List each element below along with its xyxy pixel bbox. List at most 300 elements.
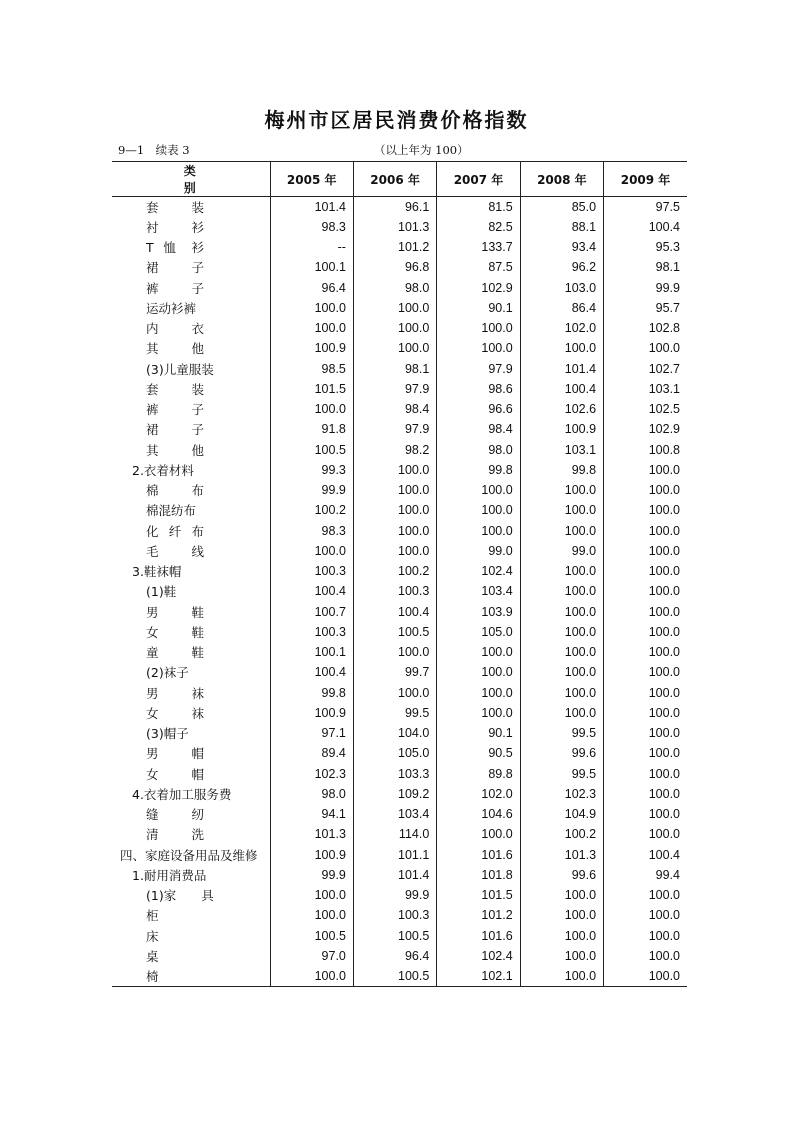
- column-header-2007: 2007 年: [437, 162, 520, 197]
- value-cell-2006: 103.4: [353, 804, 436, 824]
- value-cell-2009: 98.1: [604, 257, 687, 277]
- row-label-cell: [112, 480, 270, 500]
- row-label-cell: [112, 338, 270, 358]
- value-cell-2006: 109.2: [353, 784, 436, 804]
- table-row: [112, 440, 687, 460]
- value-cell-2008: 99.0: [520, 541, 603, 561]
- row-label: 女 帽: [146, 766, 204, 782]
- value-cell-2008: 100.0: [520, 622, 603, 642]
- value-cell-2007: 100.0: [437, 824, 520, 844]
- value-cell-2007: 102.4: [437, 946, 520, 966]
- value-cell-2006: 100.0: [353, 521, 436, 541]
- value-cell-2006: 100.0: [353, 460, 436, 480]
- value-cell-2008: 96.2: [520, 257, 603, 277]
- price-index-table: [112, 161, 687, 987]
- value-cell-2006: 97.9: [353, 379, 436, 399]
- table-row: [112, 784, 687, 804]
- value-cell-2009: 100.0: [604, 642, 687, 662]
- value-cell-2006: 100.4: [353, 602, 436, 622]
- table-subheading: [112, 142, 687, 158]
- table-row: [112, 946, 687, 966]
- value-cell-2005: 100.4: [270, 581, 353, 601]
- value-cell-2006: 100.3: [353, 581, 436, 601]
- value-cell-2007: 102.9: [437, 278, 520, 298]
- value-cell-2009: 100.0: [604, 480, 687, 500]
- value-cell-2006: 100.0: [353, 318, 436, 338]
- row-label-cell: [112, 723, 270, 743]
- value-cell-2007: 98.6: [437, 379, 520, 399]
- value-cell-2008: 100.9: [520, 419, 603, 439]
- value-cell-2007: 100.0: [437, 338, 520, 358]
- value-cell-2006: 100.5: [353, 622, 436, 642]
- row-label-cell: [112, 237, 270, 257]
- row-label-cell: [112, 804, 270, 824]
- table-row: [112, 743, 687, 763]
- value-cell-2006: 98.4: [353, 399, 436, 419]
- value-cell-2006: 100.0: [353, 500, 436, 520]
- column-header-category: 类 别: [112, 162, 270, 197]
- table-row: [112, 926, 687, 946]
- value-cell-2008: 100.4: [520, 379, 603, 399]
- value-cell-2008: 103.0: [520, 278, 603, 298]
- value-cell-2009: 100.0: [604, 581, 687, 601]
- table-row: [112, 278, 687, 298]
- value-cell-2008: 100.0: [520, 703, 603, 723]
- value-cell-2008: 100.0: [520, 561, 603, 581]
- value-cell-2005: 100.0: [270, 966, 353, 986]
- table-row: [112, 683, 687, 703]
- value-cell-2006: 100.2: [353, 561, 436, 581]
- value-cell-2005: 98.0: [270, 784, 353, 804]
- table-row: [112, 622, 687, 642]
- value-cell-2007: 98.0: [437, 440, 520, 460]
- row-label: 桌: [146, 948, 159, 964]
- table-row: [112, 541, 687, 561]
- value-cell-2008: 100.0: [520, 500, 603, 520]
- table-row: [112, 197, 687, 217]
- row-label: T 恤 衫: [146, 240, 204, 256]
- value-cell-2006: 103.3: [353, 764, 436, 784]
- value-cell-2008: 100.0: [520, 602, 603, 622]
- value-cell-2005: 100.0: [270, 885, 353, 905]
- table-row: [112, 602, 687, 622]
- row-label-cell: [112, 683, 270, 703]
- value-cell-2006: 100.0: [353, 683, 436, 703]
- row-label: 裤 子: [146, 280, 204, 296]
- row-label: 裙 子: [146, 422, 204, 438]
- value-cell-2005: 100.4: [270, 662, 353, 682]
- value-cell-2005: 101.5: [270, 379, 353, 399]
- value-cell-2005: 100.0: [270, 541, 353, 561]
- row-label: 童 鞋: [146, 645, 204, 661]
- value-cell-2007: 102.4: [437, 561, 520, 581]
- value-cell-2006: 101.2: [353, 237, 436, 257]
- value-cell-2008: 102.0: [520, 318, 603, 338]
- value-cell-2005: 99.3: [270, 460, 353, 480]
- table-row: [112, 318, 687, 338]
- value-cell-2008: 104.9: [520, 804, 603, 824]
- value-cell-2007: 100.0: [437, 500, 520, 520]
- value-cell-2008: 100.0: [520, 521, 603, 541]
- row-label-cell: [112, 764, 270, 784]
- value-cell-2009: 100.0: [604, 541, 687, 561]
- value-cell-2005: 98.5: [270, 359, 353, 379]
- table-row: [112, 237, 687, 257]
- value-cell-2008: 100.0: [520, 480, 603, 500]
- row-label-cell: [112, 581, 270, 601]
- row-label-cell: [112, 419, 270, 439]
- value-cell-2009: 100.0: [604, 602, 687, 622]
- row-label: 套 装: [146, 381, 204, 397]
- value-cell-2005: 100.2: [270, 500, 353, 520]
- value-cell-2007: 99.8: [437, 460, 520, 480]
- row-label-cell: [112, 905, 270, 925]
- row-label: 椅: [146, 968, 159, 984]
- row-label-cell: [112, 966, 270, 986]
- value-cell-2005: 100.0: [270, 318, 353, 338]
- value-cell-2006: 99.7: [353, 662, 436, 682]
- table-id: 9—1 续表 3: [118, 143, 190, 157]
- table-row: [112, 359, 687, 379]
- value-cell-2007: 81.5: [437, 197, 520, 217]
- value-cell-2005: 89.4: [270, 743, 353, 763]
- row-label: 4.衣着加工服务费: [132, 786, 232, 802]
- page-title: 梅州市区居民消费价格指数: [264, 108, 529, 132]
- table-row: [112, 662, 687, 682]
- value-cell-2005: 99.9: [270, 480, 353, 500]
- value-cell-2005: 100.9: [270, 338, 353, 358]
- value-cell-2005: 94.1: [270, 804, 353, 824]
- table-row: [112, 338, 687, 358]
- value-cell-2008: 99.8: [520, 460, 603, 480]
- table-row: [112, 642, 687, 662]
- value-cell-2009: 100.0: [604, 743, 687, 763]
- value-cell-2007: 97.9: [437, 359, 520, 379]
- row-label-cell: [112, 257, 270, 277]
- table-row: [112, 257, 687, 277]
- table-row: [112, 480, 687, 500]
- row-label: 男 袜: [146, 685, 204, 701]
- value-cell-2009: 97.5: [604, 197, 687, 217]
- value-cell-2005: 98.3: [270, 217, 353, 237]
- value-cell-2005: 100.3: [270, 561, 353, 581]
- row-label: 男 帽: [146, 746, 204, 762]
- table-row: [112, 824, 687, 844]
- value-cell-2007: 100.0: [437, 642, 520, 662]
- value-cell-2006: 100.0: [353, 338, 436, 358]
- table-row: [112, 217, 687, 237]
- row-label-cell: [112, 946, 270, 966]
- value-cell-2006: 96.1: [353, 197, 436, 217]
- row-label-cell: [112, 379, 270, 399]
- table-row: [112, 419, 687, 439]
- value-cell-2007: 100.0: [437, 521, 520, 541]
- row-label: 女 袜: [146, 705, 204, 721]
- value-cell-2007: 96.6: [437, 399, 520, 419]
- row-label: 2.衣着材料: [132, 462, 194, 478]
- row-label: 缝 纫: [146, 807, 204, 823]
- row-label-cell: [112, 541, 270, 561]
- value-cell-2006: 101.1: [353, 845, 436, 865]
- table-row: [112, 521, 687, 541]
- row-label-cell: [112, 662, 270, 682]
- value-cell-2005: 98.3: [270, 521, 353, 541]
- value-cell-2009: 102.7: [604, 359, 687, 379]
- value-cell-2009: 100.0: [604, 561, 687, 581]
- table-row: [112, 865, 687, 885]
- row-label: 棉 布: [146, 483, 204, 499]
- row-label: 毛 线: [146, 543, 204, 559]
- value-cell-2007: 103.4: [437, 581, 520, 601]
- value-cell-2008: 100.0: [520, 966, 603, 986]
- row-label-cell: [112, 399, 270, 419]
- value-cell-2005: 100.1: [270, 257, 353, 277]
- value-cell-2007: 100.0: [437, 683, 520, 703]
- row-label-cell: [112, 642, 270, 662]
- value-cell-2006: 100.3: [353, 905, 436, 925]
- value-cell-2007: 101.5: [437, 885, 520, 905]
- row-label: 套 装: [146, 199, 204, 215]
- column-header-2009: 2009 年: [604, 162, 687, 197]
- row-label: 其 他: [146, 442, 204, 458]
- value-cell-2005: 100.7: [270, 602, 353, 622]
- table-row: [112, 966, 687, 986]
- value-cell-2007: 100.0: [437, 703, 520, 723]
- table-row: [112, 581, 687, 601]
- value-cell-2008: 100.0: [520, 662, 603, 682]
- row-label: 裙 子: [146, 260, 204, 276]
- value-cell-2006: 96.4: [353, 946, 436, 966]
- value-cell-2009: 100.0: [604, 764, 687, 784]
- value-cell-2009: 100.0: [604, 966, 687, 986]
- row-label: 柜: [146, 908, 159, 924]
- row-label-cell: [112, 622, 270, 642]
- value-cell-2007: 101.2: [437, 905, 520, 925]
- value-cell-2006: 99.9: [353, 885, 436, 905]
- row-label-cell: [112, 824, 270, 844]
- value-cell-2005: 102.3: [270, 764, 353, 784]
- value-cell-2009: 100.0: [604, 622, 687, 642]
- value-cell-2009: 100.0: [604, 703, 687, 723]
- value-cell-2008: 93.4: [520, 237, 603, 257]
- value-cell-2005: 100.9: [270, 845, 353, 865]
- row-label-cell: [112, 521, 270, 541]
- value-cell-2008: 101.4: [520, 359, 603, 379]
- row-label-cell: [112, 500, 270, 520]
- row-label: 裤 子: [146, 402, 204, 418]
- value-cell-2006: 101.3: [353, 217, 436, 237]
- row-label: 衬 衫: [146, 219, 204, 235]
- value-cell-2007: 89.8: [437, 764, 520, 784]
- value-cell-2006: 98.1: [353, 359, 436, 379]
- value-cell-2007: 102.1: [437, 966, 520, 986]
- row-label: 棉混纺布: [146, 503, 197, 519]
- value-cell-2006: 104.0: [353, 723, 436, 743]
- table-row: [112, 399, 687, 419]
- row-label: (2)袜子: [146, 665, 189, 681]
- row-label: (1)家 具: [146, 888, 214, 904]
- value-cell-2005: --: [270, 237, 353, 257]
- row-label-cell: [112, 217, 270, 237]
- value-cell-2007: 100.0: [437, 318, 520, 338]
- value-cell-2005: 100.5: [270, 440, 353, 460]
- value-cell-2009: 100.4: [604, 845, 687, 865]
- value-cell-2009: 99.4: [604, 865, 687, 885]
- row-label-cell: [112, 784, 270, 804]
- table-row: [112, 804, 687, 824]
- row-label: 内 衣: [146, 321, 204, 337]
- value-cell-2006: 100.0: [353, 298, 436, 318]
- row-label: (1)鞋: [146, 584, 177, 600]
- value-cell-2009: 102.8: [604, 318, 687, 338]
- value-cell-2008: 102.6: [520, 399, 603, 419]
- value-cell-2006: 99.5: [353, 703, 436, 723]
- value-cell-2008: 100.0: [520, 905, 603, 925]
- value-cell-2005: 100.0: [270, 298, 353, 318]
- value-cell-2009: 100.0: [604, 460, 687, 480]
- value-cell-2009: 100.0: [604, 521, 687, 541]
- value-cell-2009: 100.4: [604, 217, 687, 237]
- value-cell-2007: 90.1: [437, 298, 520, 318]
- column-header-2005: 2005 年: [270, 162, 353, 197]
- value-cell-2009: 100.0: [604, 905, 687, 925]
- value-cell-2007: 101.6: [437, 926, 520, 946]
- value-cell-2008: 100.0: [520, 946, 603, 966]
- value-cell-2007: 98.4: [437, 419, 520, 439]
- value-cell-2005: 99.9: [270, 865, 353, 885]
- value-cell-2008: 103.1: [520, 440, 603, 460]
- value-cell-2006: 100.0: [353, 480, 436, 500]
- value-cell-2005: 101.4: [270, 197, 353, 217]
- value-cell-2005: 100.3: [270, 622, 353, 642]
- value-cell-2009: 100.8: [604, 440, 687, 460]
- value-cell-2007: 90.1: [437, 723, 520, 743]
- table-row: [112, 845, 687, 865]
- column-header-2006: 2006 年: [353, 162, 436, 197]
- row-label-cell: [112, 440, 270, 460]
- row-label: (3)儿童服装: [146, 361, 214, 377]
- table-row: [112, 764, 687, 784]
- value-cell-2006: 98.2: [353, 440, 436, 460]
- table-row: [112, 723, 687, 743]
- value-cell-2005: 97.1: [270, 723, 353, 743]
- value-cell-2009: 100.0: [604, 885, 687, 905]
- value-cell-2008: 99.5: [520, 723, 603, 743]
- value-cell-2009: 100.0: [604, 683, 687, 703]
- row-label: 运动衫裤: [146, 300, 197, 316]
- value-cell-2007: 105.0: [437, 622, 520, 642]
- value-cell-2007: 82.5: [437, 217, 520, 237]
- value-cell-2005: 100.0: [270, 399, 353, 419]
- value-cell-2008: 85.0: [520, 197, 603, 217]
- row-label-cell: [112, 885, 270, 905]
- value-cell-2009: 99.9: [604, 278, 687, 298]
- row-label-cell: [112, 197, 270, 217]
- value-cell-2009: 103.1: [604, 379, 687, 399]
- value-cell-2007: 99.0: [437, 541, 520, 561]
- row-label-cell: [112, 359, 270, 379]
- row-label-cell: [112, 278, 270, 298]
- value-cell-2008: 100.0: [520, 926, 603, 946]
- row-label-cell: [112, 865, 270, 885]
- value-cell-2008: 86.4: [520, 298, 603, 318]
- value-cell-2008: 100.0: [520, 338, 603, 358]
- base-note: （以上年为 100）: [374, 143, 469, 157]
- value-cell-2008: 100.2: [520, 824, 603, 844]
- value-cell-2009: 102.5: [604, 399, 687, 419]
- value-cell-2007: 100.0: [437, 662, 520, 682]
- table-row: [112, 703, 687, 723]
- value-cell-2007: 87.5: [437, 257, 520, 277]
- value-cell-2009: 102.9: [604, 419, 687, 439]
- value-cell-2007: 133.7: [437, 237, 520, 257]
- row-label-cell: [112, 602, 270, 622]
- value-cell-2005: 97.0: [270, 946, 353, 966]
- row-label: 床: [146, 928, 159, 944]
- row-label-cell: [112, 926, 270, 946]
- value-cell-2006: 100.0: [353, 541, 436, 561]
- value-cell-2005: 100.0: [270, 905, 353, 925]
- value-cell-2006: 114.0: [353, 824, 436, 844]
- row-label: 男 鞋: [146, 604, 204, 620]
- value-cell-2008: 100.0: [520, 642, 603, 662]
- row-label: (3)帽子: [146, 726, 189, 742]
- value-cell-2009: 95.7: [604, 298, 687, 318]
- value-cell-2008: 102.3: [520, 784, 603, 804]
- value-cell-2005: 99.8: [270, 683, 353, 703]
- row-label-cell: [112, 460, 270, 480]
- value-cell-2008: 99.6: [520, 743, 603, 763]
- value-cell-2008: 99.5: [520, 764, 603, 784]
- value-cell-2008: 100.0: [520, 581, 603, 601]
- row-label: 化 纤 布: [146, 523, 204, 539]
- table-row: [112, 905, 687, 925]
- table-row: [112, 885, 687, 905]
- row-label-cell: [112, 561, 270, 581]
- column-header-2008: 2008 年: [520, 162, 603, 197]
- value-cell-2006: 97.9: [353, 419, 436, 439]
- row-label-cell: [112, 318, 270, 338]
- header-row: [112, 162, 687, 197]
- table-row: [112, 561, 687, 581]
- row-label: 四、家庭设备用品及维修: [120, 847, 258, 863]
- value-cell-2008: 100.0: [520, 683, 603, 703]
- value-cell-2009: 100.0: [604, 662, 687, 682]
- value-cell-2007: 104.6: [437, 804, 520, 824]
- value-cell-2005: 91.8: [270, 419, 353, 439]
- value-cell-2008: 101.3: [520, 845, 603, 865]
- value-cell-2007: 90.5: [437, 743, 520, 763]
- table-row: [112, 460, 687, 480]
- table-row: [112, 379, 687, 399]
- row-label: 其 他: [146, 341, 204, 357]
- value-cell-2008: 99.6: [520, 865, 603, 885]
- row-label-cell: [112, 703, 270, 723]
- table-body: [112, 197, 687, 987]
- value-cell-2009: 100.0: [604, 804, 687, 824]
- value-cell-2005: 101.3: [270, 824, 353, 844]
- value-cell-2006: 100.5: [353, 966, 436, 986]
- value-cell-2005: 100.5: [270, 926, 353, 946]
- value-cell-2009: 100.0: [604, 500, 687, 520]
- value-cell-2006: 100.5: [353, 926, 436, 946]
- value-cell-2006: 101.4: [353, 865, 436, 885]
- value-cell-2007: 101.6: [437, 845, 520, 865]
- value-cell-2007: 102.0: [437, 784, 520, 804]
- value-cell-2009: 100.0: [604, 784, 687, 804]
- value-cell-2006: 100.0: [353, 642, 436, 662]
- row-label: 女 鞋: [146, 624, 204, 640]
